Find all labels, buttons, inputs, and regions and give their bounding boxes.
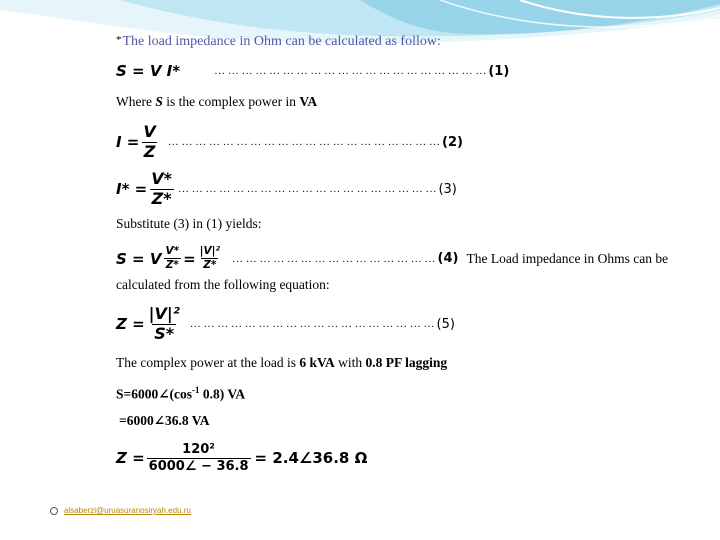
footer-email-link[interactable]: alsaberzi@uruasuranosiryah.edu.ru [64,506,191,515]
eq4-continuation-text: calculated from the following equation: [116,277,330,292]
eq2-lhs: I = [116,133,140,152]
eq4-trailing-text: The Load impedance in Ohms can be [466,250,669,266]
eq3-dots: … … … … … … … … … … … … … … … … … … … [177,183,437,196]
eq1-tag: (1) [488,63,510,79]
footer [50,506,191,515]
eq4-fraction-2: $\frac{\text{|V|²}}{Z*}$ [199,245,221,272]
eq5-fraction: $\frac{\text{|V|²}}{S*}$ [148,304,180,343]
eq3-lhs: I* = [116,180,148,199]
eq4-tag: (4) [437,251,459,267]
equation-5 [116,306,455,343]
eq4-dots: … … … … … … … … … … … … … … … [232,252,436,265]
eq4-fraction-1: $\frac{V*}{Z*}$ [165,245,180,272]
slide-heading: *The load impedance in Ohm can be calculated as follow: [116,34,441,49]
eq1-lhs: S = V I* [116,62,181,80]
complex-power-text: The complex power at the load is 6 kVA with 0.8 PF lagging [116,355,448,370]
eq2-dots: … … … … … … … … … … … … … … … … … … … … [167,136,441,149]
equation-2 [116,124,463,161]
s-value-line-1: $S=6000\angle(\cos^{-1}$ 0.8) VA [116,385,246,402]
eq2-fraction: $\frac{V}{Z}$ [143,122,156,161]
final-fraction: $\frac{\text{120²}}{6000\angle - 36.8}$ [148,442,249,474]
equation-4: S = V $\frac{V*}{Z*}$ = $\frac{\text{|V|²}}{Z*}$ … … … … … … … … … … … … … … … (4) The Load impedance in Ohms can be [116,245,669,272]
s-value-line-2: =6000∠36.8 VA [119,413,210,428]
eq5-tag: (5) [436,316,455,332]
where-text: Where S is the complex power in VA [116,94,318,109]
equation-1 [116,62,509,80]
equation-3 [116,171,457,208]
bullet-star: * [116,34,122,46]
eq2-tag: (2) [442,134,463,150]
eq1-dots: … … … … … … … … … … … … … … … … … … … … [214,65,487,77]
final-lhs: Z = [116,449,145,468]
substitute-text: Substitute (3) in (1) yields: [116,216,262,231]
eq3-fraction: $\frac{V*}{Z*}$ [151,169,172,208]
final-equation [116,443,367,473]
final-rhs: = 2.4∠36.8 Ω [254,449,368,468]
copyright-circle-icon [50,507,58,515]
eq4-lhs: S = V [116,249,162,268]
eq5-dots: … … … … … … … … … … … … … … … … … … [189,318,435,331]
eq5-lhs: Z = [116,315,145,334]
eq3-tag: (3) [438,181,457,197]
